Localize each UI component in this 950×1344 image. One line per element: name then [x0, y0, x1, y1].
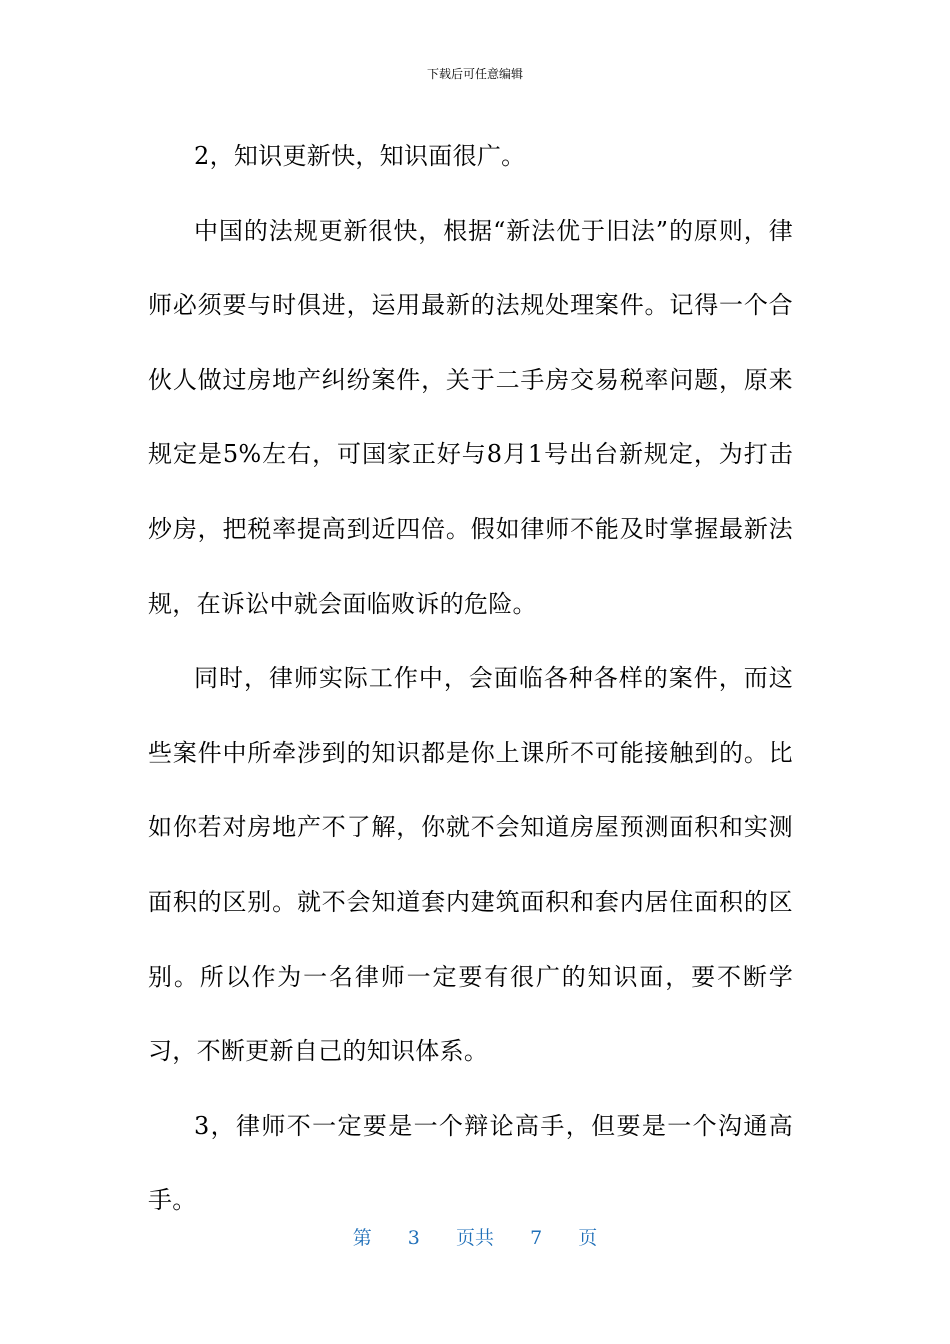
footer-total-pages: 7 — [530, 1227, 543, 1249]
paragraph-heading-3: 3，律师不一定要是一个辩论高手，但要是一个沟通高手。 — [148, 1111, 793, 1215]
footer-prefix: 第 — [352, 1227, 372, 1249]
document-body — [148, 119, 793, 1238]
paragraph-broad-knowledge: 同时，律师实际工作中，会面临各种各样的案件，而这些案件中所牵涉到的知识都是你上课所不可能接触到的。比如你若对房地产不了解，你就不会知道房屋预测面积和实测面积的区别。就不会知道套内建筑面积和套内居住面积的区别。所以作为一名律师一定要有很广的知识面，要不断学习，不断更新自己的知识体系。 — [148, 664, 793, 1066]
footer-suffix: 页 — [578, 1227, 598, 1249]
footer-page-number: 3 — [407, 1227, 420, 1249]
page-footer — [0, 1226, 950, 1250]
paragraph-laws-update: 中国的法规更新很快，根据“新法优于旧法”的原则，律师必须要与时俱进，运用最新的法规处理案件。记得一个合伙人做过房地产纠纷案件，关于二手房交易税率问题，原来规定是5%左右，可国家正好与8月1号出台新规定，为打击炒房，把税率提高到近四倍。假如律师不能及时掌握最新法规，在诉讼中就会面临败诉的危险。 — [148, 216, 793, 618]
paragraph-heading-2: 2，知识更新快，知识面很广。 — [194, 142, 526, 170]
page-header: 下载后可任意编辑 — [426, 67, 523, 81]
footer-middle: 页共 — [455, 1227, 494, 1249]
